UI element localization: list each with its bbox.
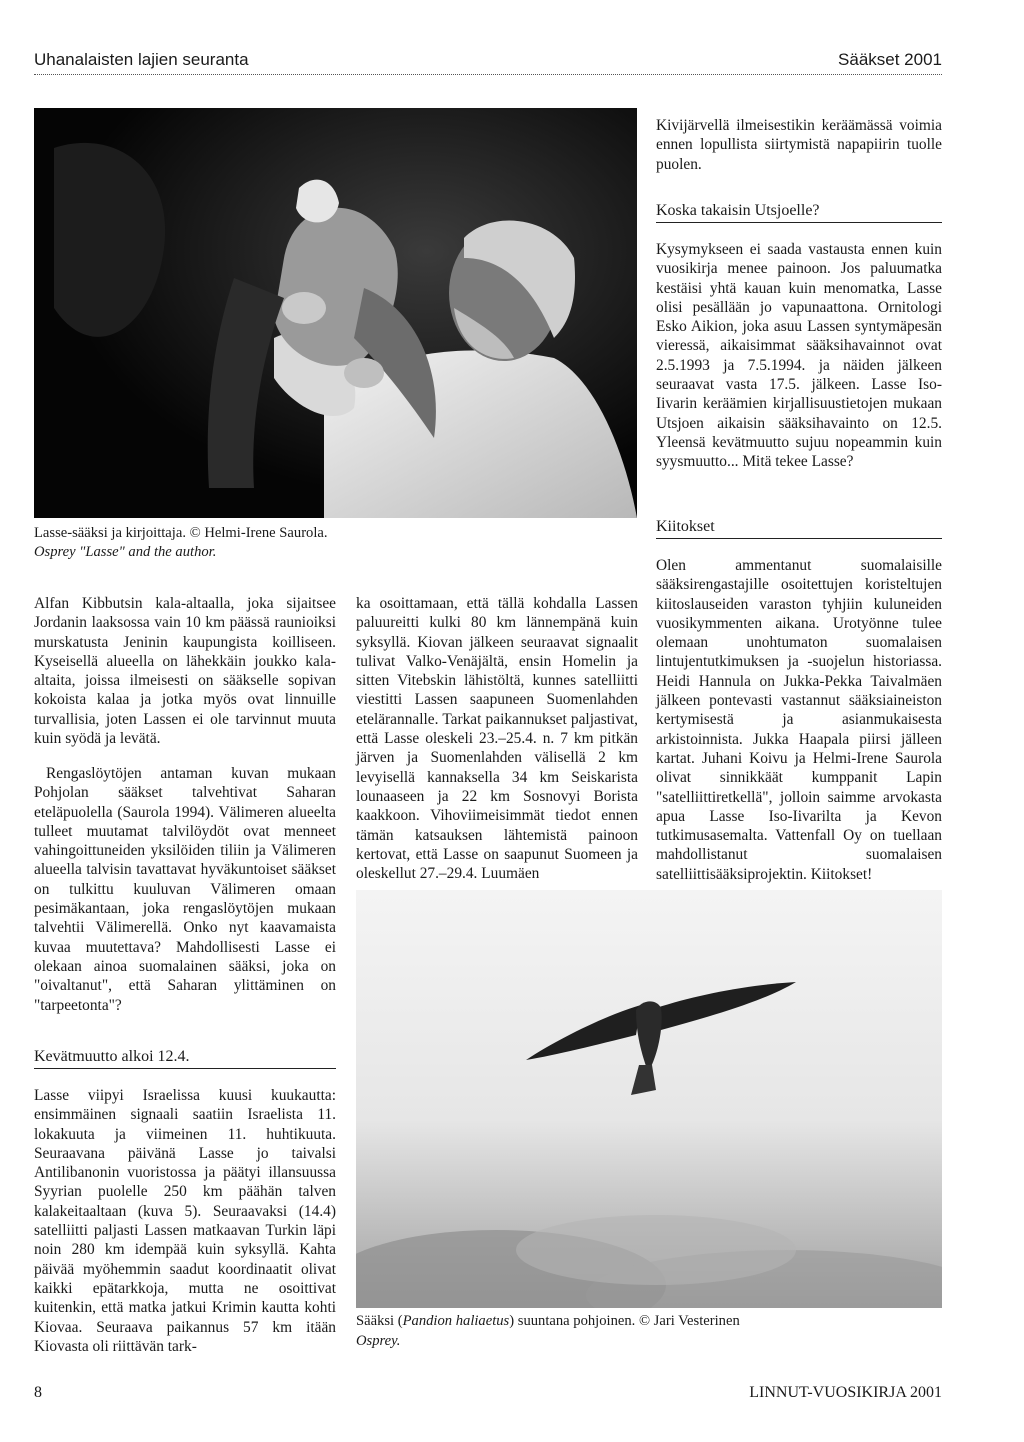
page-number: 8 (34, 1384, 42, 1401)
photo-flying-osprey (356, 890, 942, 1308)
photo-osprey-and-author-image (34, 108, 637, 518)
photo2-caption (356, 1312, 942, 1331)
middle-paragraph-1: ka osoittamaan, että tällä kohdalla Lassen paluureitti kulki 80 km lännempänä kuin syksyllä. Kiovan jälkeen seuraavat signaalit tulivat Valko-Venäjältä, ensin Homelin ja sitten Vitebskin lähistöltä, kunnes satelliitti viestitti Lassen saapuneen Suomenlahden etelärannalle. Tarkat paikannukset paljastivat, että Lasse oleskeli 23.–25.4. n. 7 km pitkän järven ja Suomenlahden välisellä 2 km levyisellä kannaksella 34 km Seiskarista lounaaseen ja 22 km Sosnovyi Borista kaakkoon. Vihoviimeisimmät tiedot ennen tämän katsauksen lähtemistä painoon kertovat, että Lasse on saapunut Suomeen ja oleskellut 27.–29.4. Luumäen (356, 595, 638, 883)
heading-koska-takaisin: Koska takaisin Utsjoelle? (656, 202, 942, 223)
header-rule (34, 74, 942, 75)
left-paragraph-3: Lasse viipyi Israelissa kuusi kuukautta: ensimmäinen signaali saatiin Israelista 11. lokakuuta ja viimeinen 11. huhtikuuta. Seuraavana päivänä Lasse jo taivalsi Antilibanonin vuoristossa ja päätyi illansuussa Syyrian puolelle 250 km päähän talven kalakeitaaltaan (kuva 5). Seuraavaksi (14.4) satelliitti paljasti Lassen matkaavan Turkin läpi noin 280 km idempää kuin syksyllä. Kahta päivää myöhemmin saadut koordinaatit olivat kaikki epätarkkoja, mutta ne osoittivat kuitenkin, että matka jatkui Krimin kautta kohti Kiovaa. Seuraava paikannus 57 km itään Kiovasta oli riittävän tark- (34, 1087, 336, 1355)
heading-kevatmuutto: Kevätmuutto alkoi 12.4. (34, 1048, 336, 1069)
photo2-caption-pre: Sääksi ( (356, 1313, 403, 1329)
right-paragraph-1: Kysymykseen ei saada vastausta ennen kuin vuosikirja menee painoon. Jos paluumatka kestäisi yhtä kauan kuin menomatka, Lasse olisi pesällään jo vapunaattona. Ornitologi Esko Aikion, joka asuu Lassen syntymäpesän vieressä, aikaisimmat sääksihavainnot ovat 2.5.1993 ja 7.5.1994. ja näiden jälkeen seuraavat vasta 17.5. jälkeen. Lasse Iso-Iivarin keräämien kirjallisuustietojen mukaan Utsjoen aikaisin sääksihavainto on 12.5. Yleensä kevätmuutto sujuu nopeammin kuin syysmuutto... Mitä tekee Lasse? (656, 241, 942, 471)
footer-publication-title: LINNUT-VUOSIKIRJA 2001 (749, 1384, 942, 1401)
running-header-left: Uhanalaisten lajien seuranta (34, 50, 249, 69)
right-paragraph-2: Olen ammentanut suomalaisille sääksirengastajille osoitettujen koristeltujen kiitoslauseiden varaston tyhjiin kuluneiden vuosikymmenten aikana. Urotyönne tulee olemaan unohtumaton suomalaisen lintujentutkimuksen ja -suojelun historiassa. Heidi Hannula on Jukka-Pekka Taivalmäen jälkeen pontevasti vastannut sääksiaineiston kertymisestä ja asianmukaisesta arkistoinnista. Jukka Haapala piirsi jälleen kartat. Juhani Koivu ja Helmi-Irene Saurola olivat sinnikkäät kumppanit Lapin "satelliittiretkellä", jolloin saimme arvokasta apua Lasse Iso-Iivarilta ja Kevon tutkimusasemalta. Vattenfall Oy on tuellaan mahdollistanut suomalaisen satelliittisääksiprojektin. Kiitokset! (656, 557, 942, 883)
left-paragraph-1: Alfan Kibbutsin kala-altaalla, joka sijaitsee Jordanin laaksossa vain 10 km päässä raunioiksi murskatusta Jeninin kaupungista koilliseen. Kyseisellä alueella on lähekkäin joukko kala-altaita, joissa ilmeisesti on sääkselle sopivan kokoista kalaa ja jotka myös ovat linnuille turvallisia, joten Lassen ei ole tarvinnut muuta kuin syödä ja levätä. (34, 595, 336, 748)
photo-osprey-and-author (34, 108, 637, 518)
running-header-right: Sääkset 2001 (838, 50, 942, 69)
left-paragraph-2: Rengaslöytöjen antaman kuvan mukaan Pohjolan sääkset talvehtivat Saharan eteläpuolella (Saurola 1994). Välimeren alueelta tulleet muutamat talvilöydöt ovat menneet vahingoittuneiden yksilöiden tiliin ja Välimeren alueella talvisin tavattavat hyväkuntoiset sääkset on tulkittu kuuluvan Välimeren omaan pesimäkantaan, joka rengaslöytöjen mukaan talvehtii Välimerellä. Onko nyt kaavamaista kuvaa muutettava? Mahdollisesti Lasse ei olekaan ainoa suomalainen sääksi, joka on "oivaltanut", että Saharan ylittäminen on "tarpeetonta"? (34, 765, 336, 1014)
photo2-caption-latin: Pandion haliaetus (402, 1313, 510, 1329)
photo-flying-osprey-image (356, 890, 942, 1308)
photo2-caption-english: Osprey. (356, 1333, 401, 1349)
photo2-caption-post: ) suuntana pohjoinen. © Jari Vesterinen (509, 1313, 740, 1329)
right-intro-paragraph: Kivijärvellä ilmeisestikin keräämässä voimia ennen lopullista siirtymistä napapiirin tuolle puolen. (656, 117, 942, 173)
photo1-caption-english: Osprey "Lasse" and the author. (34, 544, 217, 560)
heading-kiitokset: Kiitokset (656, 518, 942, 539)
photo1-caption: Lasse-sääksi ja kirjoittaja. © Helmi-Irene Saurola. (34, 525, 328, 541)
